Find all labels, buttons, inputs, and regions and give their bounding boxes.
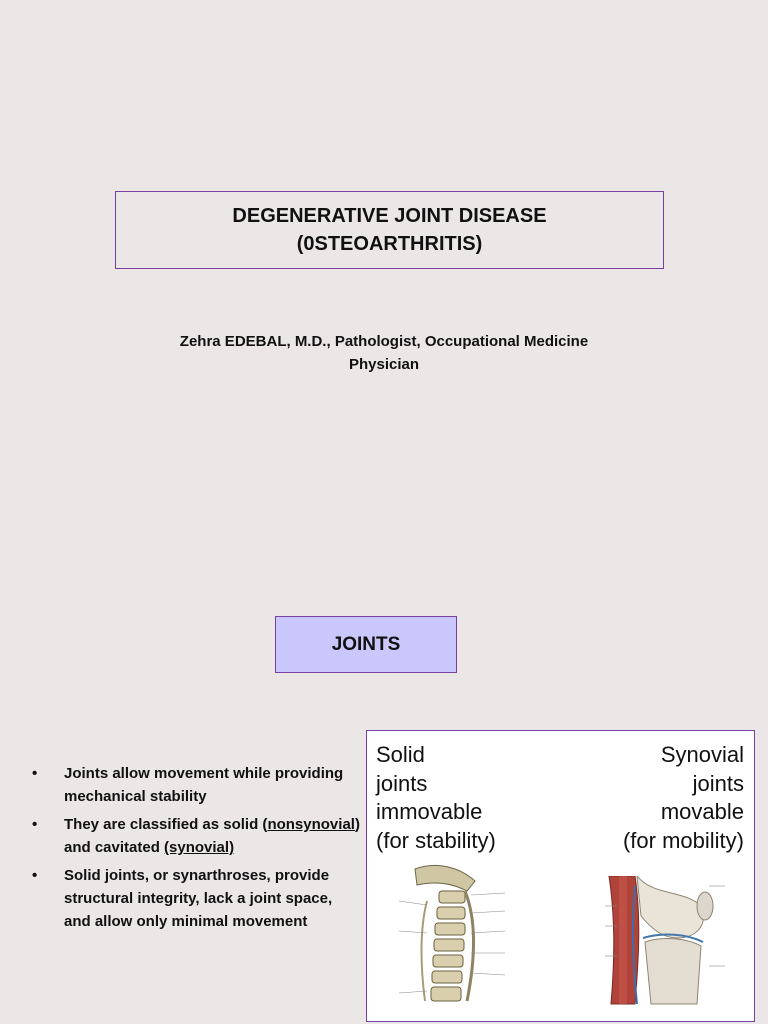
caption-line: movable	[660, 799, 744, 824]
caption-line: (for stability)	[376, 827, 496, 853]
caption-line: (for mobility)	[622, 827, 744, 853]
caption-line: Solid	[376, 742, 425, 767]
term-nonsynovial: nonsynovial	[267, 816, 355, 833]
synovial-joints-caption	[623, 741, 744, 855]
knee-joint-illustration	[605, 876, 725, 1006]
list-item	[30, 813, 360, 859]
bullet-list	[30, 762, 360, 938]
author-credit	[0, 330, 768, 376]
section-heading: JOINTS	[275, 616, 457, 673]
bullet-marker: •	[32, 816, 38, 833]
title-line-1: DEGENERATIVE JOINT DISEASE	[232, 205, 547, 227]
caption-line: Synovial	[660, 742, 744, 767]
cervical-spine-illustration	[397, 861, 507, 1006]
list-item	[30, 864, 360, 933]
bullet-text-pre: They are classified as solid (	[64, 816, 268, 833]
title-box	[115, 191, 664, 269]
author-line-1: Zehra EDEBAL, M.D., Pathologist, Occupational Medicine	[179, 333, 589, 350]
caption-line: immovable	[376, 799, 483, 824]
bullet-marker: •	[32, 765, 38, 782]
bullet-text-mid: ) and cavitated	[64, 816, 360, 856]
bullet-text: Solid joints, or synarthroses, provide structural integrity, lack a joint space, and allow only minimal movement	[64, 867, 333, 930]
bullet-text: Joints allow movement while providing mechanical stability	[64, 765, 344, 805]
author-line-2: Physician	[348, 356, 420, 373]
title-line-2: (0STEOARTHRITIS)	[296, 233, 483, 255]
caption-line: joints	[692, 770, 744, 796]
solid-joints-caption	[376, 741, 496, 855]
bullet-marker: •	[32, 867, 38, 884]
caption-line: joints	[376, 770, 428, 796]
list-item	[30, 762, 360, 808]
joints-figure	[366, 730, 755, 1022]
term-synovial: (synovial)	[164, 839, 235, 856]
